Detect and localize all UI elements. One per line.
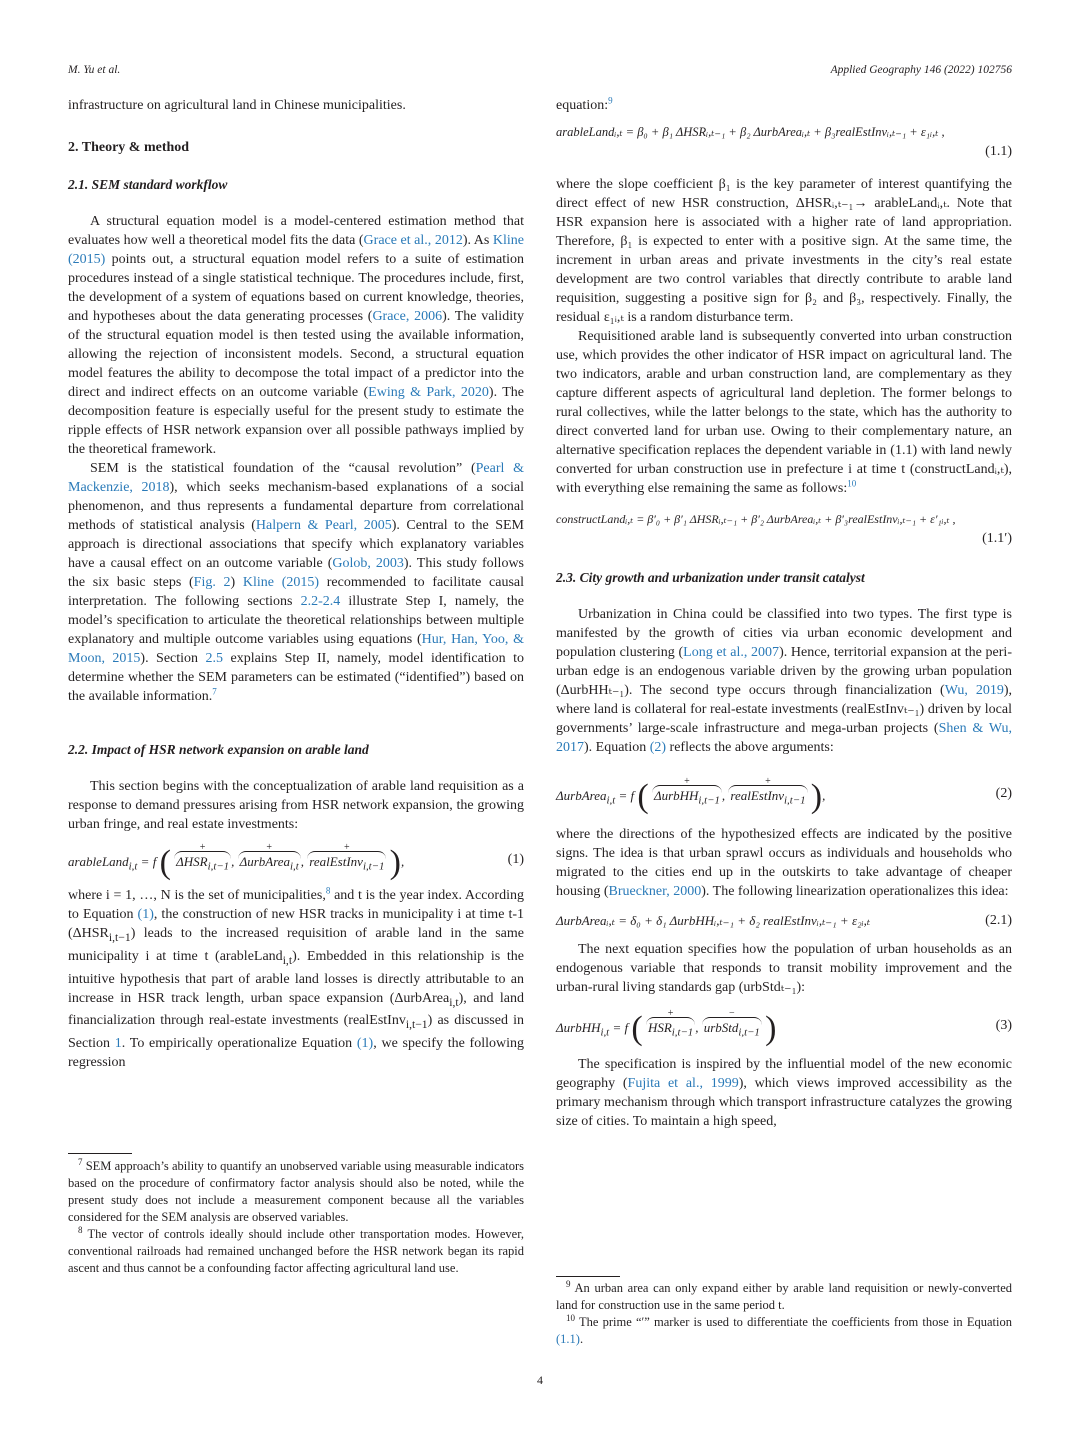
paragraph-equation-1-explanation: where i = 1, …, N is the set of municipalities,$^8$ and t is the year index. According to Equation (1), the construction of new HSR tracks in municipality i at time t-1 $(\Delta HSR_{i,t-1})$ leads to the increased requisition of arable land in the same municipality i at time t (arableLand$_{i,t}$). Embedded in this relationship is the intuitive hypothesis that part of arable land losses is directly attributable to an increase in HSR track length, urban space expansion (ΔurbArea$_{i,t}$), and land financialization through real-estate investments (realEstInv$_{i,t-1}$) as discussed in Section 1. To empirically operationalize Equation (1), we specify the following regression — [68, 885, 525, 1071]
citation-link[interactable]: Grace, 2006 — [372, 309, 443, 324]
citation-link[interactable]: Brueckner, 2000 — [608, 884, 702, 899]
paragraph-slope-coefficient: where the slope coefficient β₁ is the key parameter of interest quantifying the direct effect of new HSR construction, ΔHSRᵢ,ₜ₋₁→ arableLandᵢ,ₜ. Note that HSR expansion here is associated with a higher rate of land appropriation. Therefore, β₁ is expected to enter with a positive sign. At the same time, the increment in urban areas and private investments in the city’s real estate development are two control variables that directly contribute to arable land requisition, suggesting a positive sign for β₂ and β₃, respectively. Finally, the residual ε₁ᵢ,ₜ is a random disturbance term. — [556, 177, 1012, 325]
citation-link[interactable]: Kline (2015) — [68, 233, 525, 267]
footnote-marker[interactable]: 10 — [847, 478, 857, 489]
equation-number: (2.1) — [985, 913, 1012, 928]
equation-link[interactable]: (2) — [649, 740, 667, 755]
footnote-marker[interactable]: 9 — [608, 95, 613, 106]
citation-link[interactable]: Long et al., 2007 — [683, 645, 780, 660]
left-column — [68, 96, 524, 1072]
footnote-rule — [68, 1153, 132, 1154]
citation-link[interactable]: Kline (2015) — [242, 575, 320, 590]
equation-1: arableLand$_{i,t}$ = f ( + $\Delta HSR_{i,t-1}$ , + ΔurbArea$_{i,t}$ , + realEstInv$_{i,t-1}$ ), (1) — [68, 842, 524, 882]
citation-link[interactable]: Golob, 2003 — [332, 556, 404, 571]
equation-link[interactable]: (1) — [356, 1036, 374, 1052]
footnote-rule — [556, 1276, 620, 1277]
paragraph-urban-households: The next equation specifies how the population of urban households as an endogenous variable that responds to transit mobility improvement and the urban-rural living standards gap (urbStdₜ₋₁): — [556, 942, 1012, 995]
citation-link[interactable]: Halpern & Pearl, 2005 — [255, 518, 392, 533]
citation-link[interactable]: Ewing & Park, 2020 — [368, 385, 489, 400]
section-link[interactable]: 2.2-2.4 — [300, 594, 341, 609]
footnote-marker[interactable]: 8 — [325, 885, 331, 896]
paragraph-causal-revolution: SEM is the statistical foundation of the “causal revolution” (Pearl & Mackenzie, 2018), which seeks mechanism-based explanations of a social phenomenon, and thus represents a fundamental departure from correlational methods of statistical analysis (Halpern & Pearl, 2005). Central to the SEM approach is directional associations that specify which explanatory variables have a causal effect on an outcome variable (Golob, 2003). This study follows the six basic steps (Fig. 2) Kline (2015) recommended to facilitate causal interpretation. The following sections 2.2-2.4 illustrate Step I, namely, the model’s specification to articulate the theoretical relationships between multiple explanatory and multiple outcome variables using equations (Hur, Han, Yoo, & Moon, 2015). Section 2.5 explains Step II, namely, model identification to determine whether the SEM parameters can be estimated (“identified”) based on the available information.$^7$ — [68, 461, 525, 704]
paragraph-equation-intro: equation:$^9$ — [556, 95, 613, 113]
running-header-journal: Applied Geography 146 (2022) 102756 — [830, 64, 1012, 76]
footnote-8: $^8$ The vector of controls ideally should include other transportation modes. However, conventional railroads had remained unchanged before the HSR network began its rapid ascent and thus cannot be a confounding factor affecting agricultural land use. — [68, 1224, 524, 1275]
subsection-heading-city-growth: 2.3. City growth and urbanization under transit catalyst — [556, 570, 865, 585]
equation-2: ΔurbArea$_{i,t}$ = f ( + ΔurbHH$_{i,t-1}$ , + realEstInv$_{i,t-1}$ ), (2) — [556, 776, 1012, 816]
citation-link[interactable]: Hur, Han, Yoo, & Moon, 2015 — [68, 632, 524, 666]
equation-3: ΔurbHH$_{i,t}$ = f ( + $HSR_{i,t-1}$ , − urbStd$_{i,t-1}$ ) (3) — [556, 1008, 1012, 1048]
citation-link[interactable]: Wu, 2019 — [944, 683, 1004, 698]
section-link[interactable]: 1 — [114, 1036, 122, 1052]
paragraph-sem-definition: A structural equation model is a model-centered estimation method that evaluates how well a theoretical model fits the data (Grace et al., 2012). As Kline (2015) points out, a structural equation model refers to a suite of estimation procedures instead of a single statistical technique. The procedures include, first, the development of a system of equations based on current knowledge, theories, and hypotheses about the data generating processes (Grace, 2006). The validity of the structural equation model is then tested using the available information, allowing the rejection of inconsistent models. Second, a structural equation model features the ability to decompose the total impact of a predictor into the direct and indirect effects on an outcome variable (Ewing & Park, 2020). The decomposition feature is especially useful for the present study to estimate the ripple effects of HSR network expansion over all possible pathways implied by the theoretical framework. — [68, 214, 525, 457]
citation-link[interactable]: Fujita et al., 1999 — [627, 1076, 739, 1091]
paragraph-conceptualization: This section begins with the conceptualization of arable land requisition as a response to demand pressures arising from HSR network expansion, the growing urban fringe, and real estate investments: — [68, 779, 524, 832]
section-heading-theory-method: 2. Theory & method — [68, 140, 190, 155]
running-header-authors: M. Yu et al. — [68, 64, 121, 76]
equation-number: (2) — [995, 785, 1012, 801]
footnote-marker[interactable]: 7 — [212, 686, 217, 697]
equation-number: (1) — [507, 851, 524, 867]
figure-link[interactable]: Fig. 2 — [193, 575, 231, 590]
section-link[interactable]: 2.5 — [205, 651, 224, 666]
equation-link[interactable]: (1.1) — [556, 1332, 580, 1346]
footnote-7: $^7$ SEM approach’s ability to quantify an unobserved variable using measurable indicators based on the procedure of confirmatory factor analysis should also be noted, while the present study does not include a measurement component because all the variables considered for the SEM analysis are observed variables. — [68, 1156, 524, 1224]
citation-link[interactable]: Shen & Wu, 2017 — [556, 721, 1012, 755]
subsection-heading-hsr-impact: 2.2. Impact of HSR network expansion on arable land — [68, 742, 369, 757]
subsection-heading-sem-workflow: 2.1. SEM standard workflow — [68, 177, 228, 192]
citation-link[interactable]: Pearl & Mackenzie, 2018 — [68, 461, 525, 495]
equation-number: (1.1′) — [982, 531, 1012, 546]
paragraph-urbanization-types: Urbanization in China could be classified into two types. The first type is manifested by the growth of cities via urban economic development and population clustering (Long et al., 2007). Hence, territorial expansion at the peri-urban edge is an endogenous variable driven by the growing urban population (ΔurbHHₜ₋₁). The second type occurs through financialization (Wu, 2019), where land is collateral for real-estate investments (realEstInvₜ₋₁) driven by local governments’ large-scale infrastructure and mega-urban projects (Shen & Wu, 2017). Equation (2) reflects the above arguments: — [556, 607, 1013, 755]
paragraph-requisitioned-land: Requisitioned arable land is subsequently converted into urban construction use, which provides the other indicator of HSR impact on agricultural land. The two indicators, arable and urban construction land, are complementary as they capture different aspects of agricultural land depletion. The former belongs to rural collectives, while the latter belongs to the state, which has the authority to direct converted land for urban use. Owing to their complementary nature, an alternative specification replaces the dependent variable in (1.1) with land newly converted for urban construction use in prefecture i at time t (constructLandᵢ,ₜ), with everything else remaining the same as follows:$^{10}$ — [556, 329, 1012, 496]
equation-number: (3) — [995, 1017, 1012, 1033]
right-column — [556, 96, 1012, 1131]
paragraph-hypothesized-effects: where the directions of the hypothesized effects are indicated by the positive signs. The idea is that urban sprawl occurs as individuals and households who migrated to the cities end up in the outskirts to take advantage of cheaper housing (Brueckner, 2000). The following linearization operationalizes this idea: — [556, 827, 1012, 899]
paragraph-new-economic-geography: The specification is inspired by the influential model of the new economic geography (Fujita et al., 1999), which views improved accessibility as the primary mechanism through which transport infrastructure catalyzes the growing size of cities. To maintain a high speed, — [556, 1057, 1012, 1129]
equation-1-1-prime: constructLandᵢ,ₜ = β′₀ + β′₁ ΔHSRᵢ,ₜ₋₁ + β′₂ ΔurbAreaᵢ,ₜ + β′₃realEstInvᵢ,ₜ₋₁ + ε′₁ᵢ,ₜ , (1.1′) — [556, 512, 1012, 546]
equation-1-1: arableLandᵢ,ₜ = β₀ + β₁ ΔHSRᵢ,ₜ₋₁ + β₂ ΔurbAreaᵢ,ₜ + β₃realEstInvᵢ,ₜ₋₁ + ε₁ᵢ,ₜ , (1.1) — [556, 125, 1012, 159]
footnote-9: $^9$ An urban area can only expand either by arable land requisition or newly-converted land for construction use in the same period t. — [556, 1278, 1012, 1312]
citation-link[interactable]: Grace et al., 2012 — [363, 233, 463, 248]
equation-link[interactable]: (1) — [137, 907, 154, 922]
page-number: 4 — [537, 1373, 543, 1387]
equation-2-1: ΔurbAreaᵢ,ₜ = δ₀ + δ₁ ΔurbHHᵢ,ₜ₋₁ + δ₂ realEstInvᵢ,ₜ₋₁ + ε₂ᵢ,ₜ (2.1) — [556, 913, 1012, 928]
right-footnotes — [556, 1280, 1012, 1348]
equation-number: (1.1) — [985, 144, 1012, 159]
left-footnotes — [68, 1158, 524, 1277]
paragraph-continuation: infrastructure on agricultural land in Chinese municipalities. — [68, 98, 406, 113]
footnote-10: $^{10}$ The prime “′” marker is used to differentiate the coefficients from those in Equation (1.1). — [556, 1312, 1012, 1346]
